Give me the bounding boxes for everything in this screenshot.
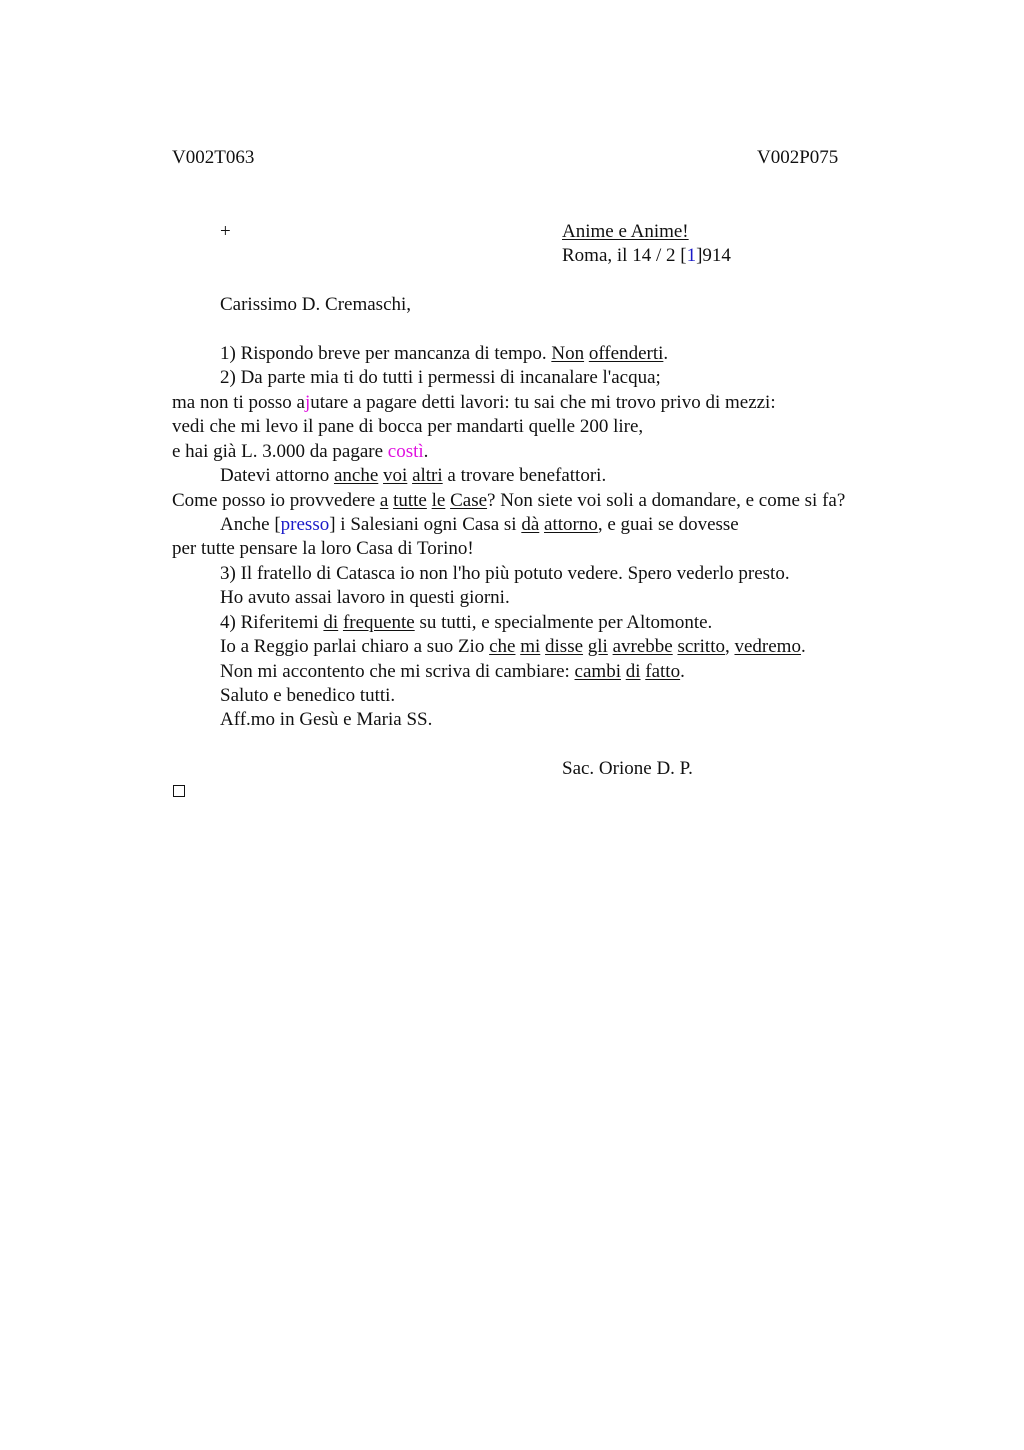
cross-mark: + — [220, 221, 231, 242]
underlined-word: attorno — [544, 514, 598, 535]
body-line-14 — [220, 661, 685, 683]
body-line-2: 2) Da parte mia ti do tutti i permessi di incanalare l'acqua; — [220, 367, 661, 388]
text-run: . — [663, 343, 669, 364]
text-run: , — [724, 636, 735, 657]
document-code-left: V002T063 — [172, 147, 255, 168]
underlined-word: offenderti — [588, 343, 664, 364]
underlined-word: dà — [521, 514, 540, 535]
text-run: e hai già L. 3.000 da pagare — [172, 441, 388, 462]
text-run: . — [800, 636, 806, 657]
underlined-word: frequente — [342, 612, 415, 633]
body-line-12 — [220, 612, 712, 634]
magenta-mark: j — [305, 392, 311, 413]
date-suffix: ]914 — [696, 245, 731, 266]
text-run: utare a pagare detti lavori: tu sai che mi trovo privo di mezzi: — [310, 392, 776, 413]
body-line-7 — [172, 490, 845, 512]
text-run: Non mi accontento che mi scriva di cambiare: — [220, 661, 575, 682]
date-prefix: Roma, il 14 / 2 [ — [562, 245, 687, 266]
signature: Sac. Orione D. P. — [562, 758, 693, 779]
body-line-6 — [220, 465, 606, 487]
underlined-word: di — [323, 612, 339, 633]
body-line-4: vedi che mi levo il pane di bocca per mandarti quelle 200 lire, — [172, 416, 644, 437]
salutation: Carissimo D. Cremaschi, — [220, 294, 412, 315]
text-run: . — [680, 661, 685, 682]
underlined-word: vedremo — [734, 636, 801, 657]
document-code-right: V002P075 — [757, 147, 839, 168]
body-line-8 — [220, 514, 739, 536]
text-run: 1) Rispondo breve per mancanza di tempo. — [220, 343, 552, 364]
underlined-word: scritto — [677, 636, 725, 657]
text-run: Come posso io provvedere — [172, 490, 380, 511]
body-line-5 — [172, 441, 428, 463]
motto: Anime e Anime! — [562, 221, 689, 242]
underlined-word: tutte — [393, 490, 427, 511]
text-run: Anche [ — [220, 514, 281, 535]
underlined-word: altri — [412, 465, 443, 486]
underlined-word: disse — [545, 636, 584, 657]
editorial-insert: presso — [280, 514, 330, 535]
underlined-word: Case — [450, 490, 488, 511]
magenta-mark: costì — [387, 441, 424, 462]
body-line-15: Saluto e benedico tutti. — [220, 685, 396, 706]
underlined-word: a — [379, 490, 389, 511]
underlined-word: le — [431, 490, 446, 511]
underlined-word: avrebbe — [612, 636, 673, 657]
underlined-word: cambi — [574, 661, 621, 682]
letter-date — [562, 245, 731, 267]
body-line-10: 3) Il fratello di Catasca io non l'ho più potuto vedere. Spero vederlo presto. — [220, 563, 790, 584]
body-line-3 — [172, 392, 776, 414]
date-editorial-insert: 1 — [686, 245, 697, 266]
body-line-13 — [220, 636, 806, 658]
underlined-word: di — [625, 661, 641, 682]
underlined-word: fatto — [645, 661, 681, 682]
text-run: ma non ti posso a — [172, 392, 305, 413]
underlined-word: voi — [383, 465, 408, 486]
underlined-word: anche — [333, 465, 379, 486]
text-run: . — [423, 441, 429, 462]
body-line-9: per tutte pensare la loro Casa di Torino! — [172, 538, 474, 559]
text-run: Io a Reggio parlai chiaro a suo Zio — [220, 636, 490, 657]
text-run: su tutti, e specialmente per Altomonte. — [414, 612, 713, 633]
text-run: 4) Riferitemi — [220, 612, 324, 633]
body-line-11: Ho avuto assai lavoro in questi giorni. — [220, 587, 510, 608]
text-run: a trovare benefattori. — [442, 465, 607, 486]
underlined-word: mi — [520, 636, 541, 657]
body-line-1 — [220, 343, 668, 365]
underlined-word: gli — [587, 636, 608, 657]
end-marker-square — [173, 785, 185, 797]
underlined-word: Non — [551, 343, 585, 364]
text-run: Datevi attorno — [220, 465, 334, 486]
text-run: , e guai se dovesse — [597, 514, 739, 535]
underlined-word: che — [489, 636, 516, 657]
text-run: ] i Salesiani ogni Casa si — [329, 514, 522, 535]
body-line-16: Aff.mo in Gesù e Maria SS. — [220, 709, 433, 730]
text-run: ? Non siete voi soli a domandare, e come si fa? — [487, 490, 846, 511]
